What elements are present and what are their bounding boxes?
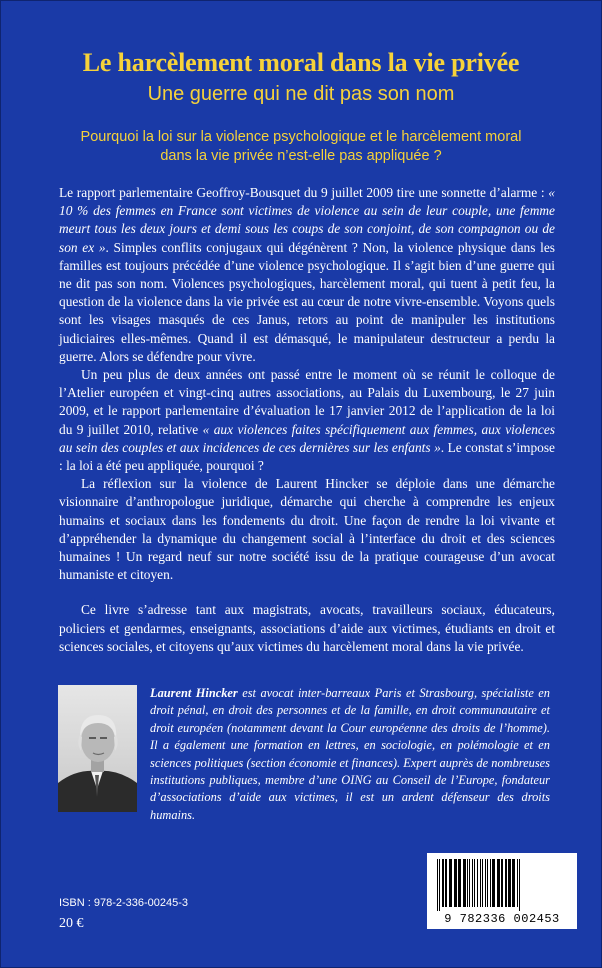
author-photo xyxy=(58,685,137,812)
barcode-bar xyxy=(469,859,470,907)
barcode-bar xyxy=(501,859,503,907)
barcode-bar xyxy=(437,859,438,911)
barcode-bar xyxy=(505,859,507,907)
blurb-paragraph-2: Un peu plus de deux années ont passé entre le moment où se réunit le colloque de l’Atelier européen et vingt-cinq autres associations, au Palais du Luxembourg, le 27 juin 2009, et le rapport parlementaire d’évaluation le 17 janvier 2012 de l’application de la loi du 9 juillet 2010, relative « aux violences faites spécifiquement aux femmes, aux violences au sein des couples et aux incidences de ces dernières sur les enfants ». Le constat s’impose : la loi a été peu appliquée, pourquoi ? xyxy=(59,367,556,474)
barcode-bar xyxy=(474,859,475,907)
barcode-bar xyxy=(472,859,473,907)
barcode-bar xyxy=(454,859,457,907)
barcode-bar xyxy=(463,859,466,907)
barcode-bars xyxy=(427,853,577,915)
blurb-paragraph-4: Ce livre s’adresse tant aux magistrats, avocats, travailleurs sociaux, éducateurs, policiers et gendarmes, enseignants, associations d’aide aux victimes, étudiants en droit et sciences sociales, et citoyens qu’aux victimes du harcèlement moral dans la vie privée. xyxy=(59,602,555,654)
book-subtitle: Une guerre qui ne dit pas son nom xyxy=(147,83,455,105)
author-bio xyxy=(150,685,550,824)
author-bio-text: est avocat inter-barreaux Paris et Strasbourg, spécialiste en droit pénal, en droit des personnes et de la famille, en droit communautaire et droit européen (notamment devant la Cour européenne des droits de l’homme). Il a également une formation en lettres, en sociologie, en polémologie et en sciences politiques (section économie et finances). Expert auprès de nombreuses institutions publiques, membre d’une OING au Conseil de l’Europe, fondateur d’associations d’aide aux victimes, il est un ardent défenseur des droits humains. xyxy=(150,686,550,822)
barcode-bar xyxy=(492,859,495,907)
barcode-bar xyxy=(487,859,488,907)
barcode-bar xyxy=(445,859,447,907)
tagline-line-2: dans la vie privée n’est-elle pas appliquée ? xyxy=(160,148,442,164)
barcode xyxy=(427,853,577,929)
barcode-bar xyxy=(458,859,461,907)
barcode-bar xyxy=(439,859,440,911)
quote-rapport: « 10 % des femmes en France sont victimes de violence au sein de leur couple, une femme meurt tous les deux jours et demi sous les coups de son conjoint, de son compagnon ou de son ex » xyxy=(59,185,555,255)
book-title: Le harcèlement moral dans la vie privée xyxy=(82,48,520,77)
author-name: Laurent Hincker xyxy=(150,686,238,700)
isbn: ISBN : 978-2-336-00245-3 xyxy=(59,897,189,909)
blurb xyxy=(59,184,555,656)
barcode-bar xyxy=(477,859,478,907)
barcode-bar xyxy=(517,859,518,907)
barcode-bar xyxy=(485,859,486,907)
barcode-bar xyxy=(512,859,515,907)
barcode-bar xyxy=(467,859,468,907)
blurb-paragraph-1: Le rapport parlementaire Geoffroy-Bousquet du 9 juillet 2009 tire une sonnette d’alarme : « 10 % des femmes en France sont victimes de violence au sein de leur couple, une femme meurt tous les deux jours et demi sous les coups de son conjoint, de son compagnon ou de son ex ». Simples conflits conjugaux qui dégénèrent ? Non, la violence physique dans les familles est toujours précédée d’une violence psychologique. Il s’agit bien d’une guerre qui ne dit pas son nom. Violences psychologiques, harcèlement moral, qui tuent à petit feu, la question de la violence dans la vie privée est au cœur de notre vivre-ensemble. Voyons quels sont les visages masqués de ces Janus, retors au point de manipuler les institutions judiciaires elles-mêmes. Quand il est démasqué, le manipulateur destructeur a perdu la guerre. Alors se défendre pour vivre. xyxy=(59,185,555,364)
barcode-bar xyxy=(482,859,483,907)
barcode-bar xyxy=(449,859,452,907)
barcode-digits: 9 782336 002453 xyxy=(444,912,560,926)
barcode-bar xyxy=(490,859,491,907)
quote-loi: « aux violences faites spécifiquement aux femmes, aux violences au sein des couples et aux incidences de ces dernières sur les enfants » xyxy=(59,421,556,455)
blurb-paragraph-3: La réflexion sur la violence de Laurent Hincker se déploie dans une démarche visionnaire d’anthropologue juridique, démarche qui cherche à comprendre les enjeux humains et sociaux dans les fondements du droit. Une façon de rendre la loi vivante et d’appréhender la dynamique du changement social à l’interface du droit et des sciences humaines ! Un regard neuf sur notre société issu de la pratique courageuse d’un avocat humaniste et citoyen. xyxy=(59,476,555,583)
barcode-bar xyxy=(480,859,481,907)
barcode-bar xyxy=(497,859,500,907)
tagline-question xyxy=(41,128,561,166)
barcode-bar xyxy=(442,859,444,907)
tagline-line-1: Pourquoi la loi sur la violence psychologique et le harcèlement moral xyxy=(80,129,522,145)
price: 20 € xyxy=(59,916,84,931)
barcode-bar xyxy=(508,859,511,907)
barcode-bar xyxy=(519,859,520,911)
